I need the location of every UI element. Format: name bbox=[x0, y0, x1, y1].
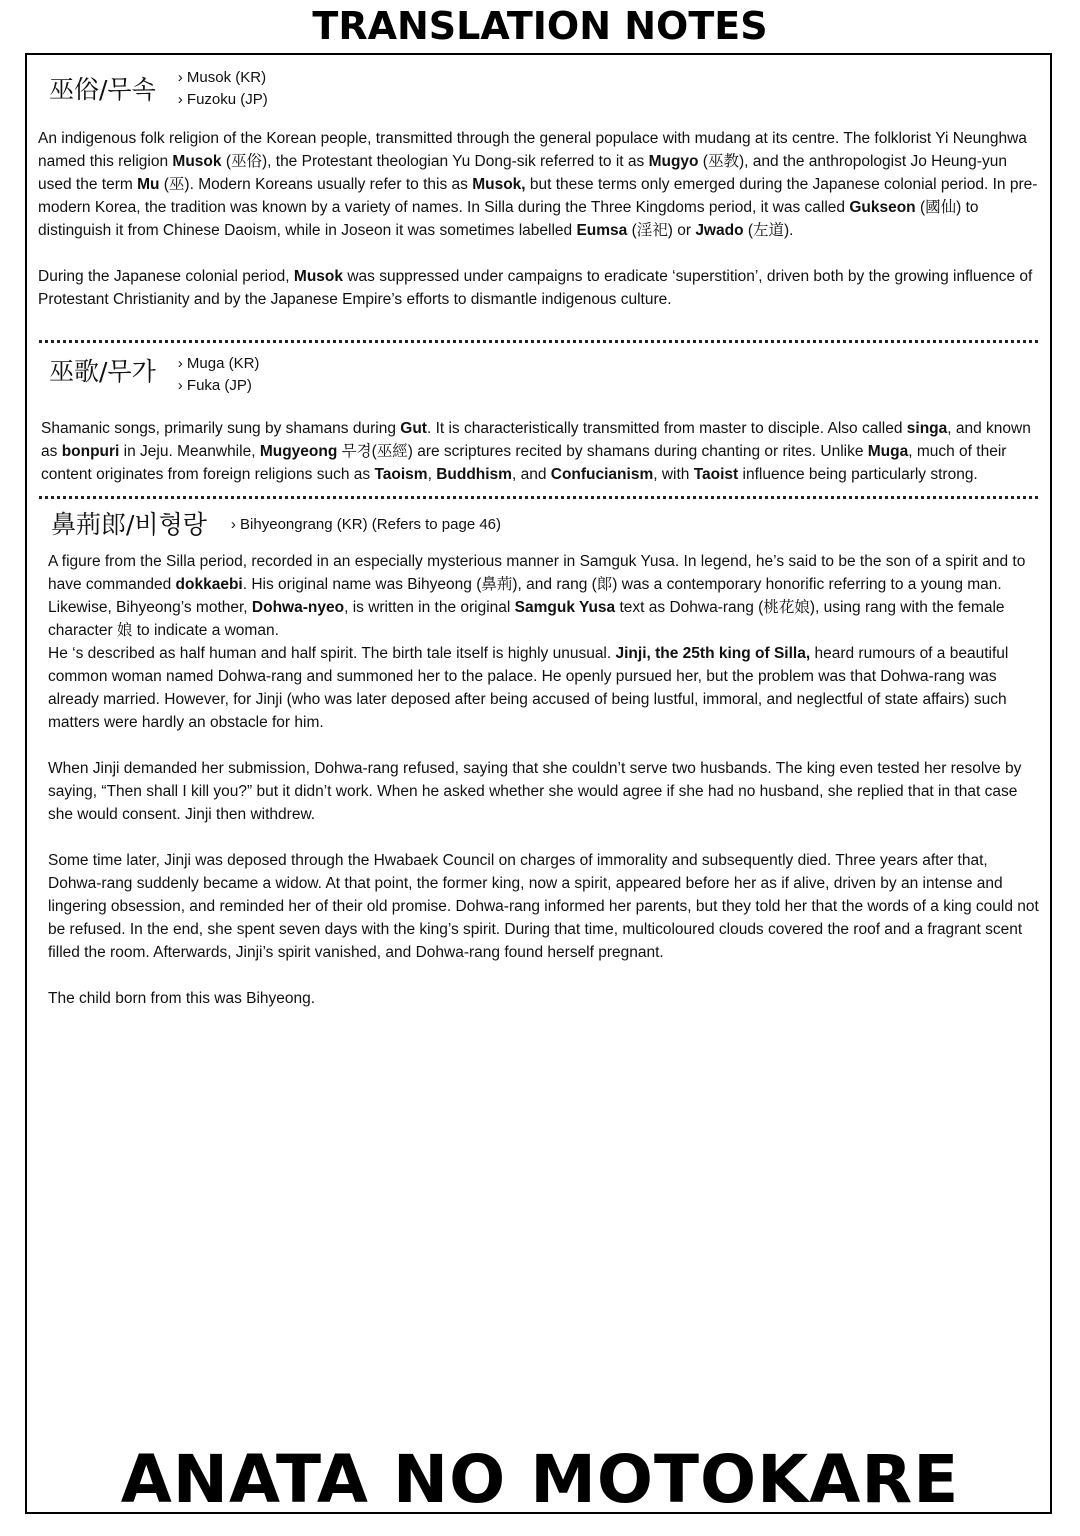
note-paragraph: Shamanic songs, primarily sung by shamans during Gut. It is characteristically transmitted from master to disciple. Also called singa, and known as bonpuri in Jeju. Meanwhile, Mugyeong 무경(巫經) are scriptures recited by shamans during chanting or rites. Unlike Muga, much of their content originates from foreign religions such as Taoism, Buddhism, and Confucianism, with Taoist influence being particularly strong. bbox=[41, 420, 1031, 483]
note-header bbox=[49, 69, 268, 111]
note-tag: › Fuka (JP) bbox=[178, 375, 260, 397]
notes-frame bbox=[25, 53, 1052, 1514]
section-divider bbox=[39, 496, 1038, 499]
note-tag: › Musok (KR) bbox=[178, 67, 268, 89]
note-title: 鼻荊郎/비형랑 bbox=[51, 510, 207, 539]
note-tag: › Muga (KR) bbox=[178, 353, 260, 375]
series-title: ANATA NO MOTOKARE bbox=[120, 1441, 960, 1518]
page-title: TRANSLATION NOTES bbox=[312, 4, 768, 48]
note-header bbox=[51, 510, 501, 540]
note-body bbox=[38, 127, 1038, 311]
note-paragraph: A figure from the Silla period, recorded in an especially mysterious manner in Samguk Yusa. In legend, he’s said to be the son of a spirit and to have commanded dokkaebi. His original name was Bihyeong (鼻荊), and rang (郞) was a contemporary honorific referring to a young man. Likewise, Bihyeong’s mother, Dohwa-nyeo, is written in the original Samguk Yusa text as Dohwa-rang (桃花娘), using rang with the female character 娘 to indicate a woman. bbox=[48, 553, 1026, 639]
note-tag: › Bihyeongrang (KR) (Refers to page 46) bbox=[231, 510, 501, 540]
note-tags bbox=[231, 510, 501, 540]
note-paragraph: The child born from this was Bihyeong. bbox=[48, 990, 316, 1007]
note-body bbox=[41, 417, 1039, 486]
note-paragraph: Some time later, Jinji was deposed through the Hwabaek Council on charges of immorality and subsequently died. Three years after that, Dohwa-rang suddenly became a widow. At that point, the former king, now a spirit, appeared before her as if alive, driven by an intense and lingering obsession, and reminded her of their old promise. Dohwa-rang informed her parents, but they told her that the words of a king could not be refused. In the end, she spent seven days with the king’s spirit. During that time, multicoloured clouds covered the roof and a fragrant scent filled the room. Afterwards, Jinji’s spirit vanished, and Dohwa-rang found herself pregnant. bbox=[48, 852, 1039, 961]
note-tags bbox=[178, 67, 268, 111]
section-divider bbox=[39, 340, 1038, 343]
note-title: 巫歌/무가 bbox=[49, 357, 156, 386]
note-body bbox=[48, 550, 1042, 1010]
note-paragraph: During the Japanese colonial period, Musok was suppressed under campaigns to eradicate ‘superstition’, driven both by the growing influence of Protestant Christianity and by the Japanese Empire’s efforts to dismantle indigenous culture. bbox=[38, 268, 1033, 308]
note-title: 巫俗/무속 bbox=[49, 75, 156, 104]
note-header bbox=[49, 357, 259, 397]
note-tag: › Fuzoku (JP) bbox=[178, 89, 268, 111]
note-paragraph: He ‘s described as half human and half spirit. The birth tale itself is highly unusual. Jinji, the 25th king of Silla, heard rumours of a beautiful common woman named Dohwa-rang and summoned her to the palace. He openly pursued her, but the problem was that Dohwa-rang was already married. However, for Jinji (who was later deposed after being accused of being lustful, immoral, and neglectful of state affairs) such matters were hardly an obstacle for him. bbox=[48, 645, 1009, 731]
note-tags bbox=[178, 353, 260, 397]
note-paragraph: When Jinji demanded her submission, Dohwa-rang refused, saying that she couldn’t serve two husbands. The king even tested her resolve by saying, “Then shall I kill you?” but it didn’t work. When he asked whether she would agree if she had no husband, she replied that in that case she would consent. Jinji then withdrew. bbox=[48, 760, 1022, 823]
note-paragraph: An indigenous folk religion of the Korean people, transmitted through the general populace with mudang at its centre. The folklorist Yi Neunghwa named this religion Musok (巫俗), the Protestant theologian Yu Dong-sik referred to it as Mugyo (巫教), and the anthropologist Jo Heung-yun used the term Mu (巫). Modern Koreans usually refer to this as Musok, but these terms only emerged during the Japanese colonial period. In pre-modern Korea, the tradition was known by a variety of names. In Silla during the Three Kingdoms period, it was called Gukseon (國仙) to distinguish it from Chinese Daoism, while in Joseon it was sometimes labelled Eumsa (淫祀) or Jwado (左道). bbox=[38, 130, 1038, 239]
